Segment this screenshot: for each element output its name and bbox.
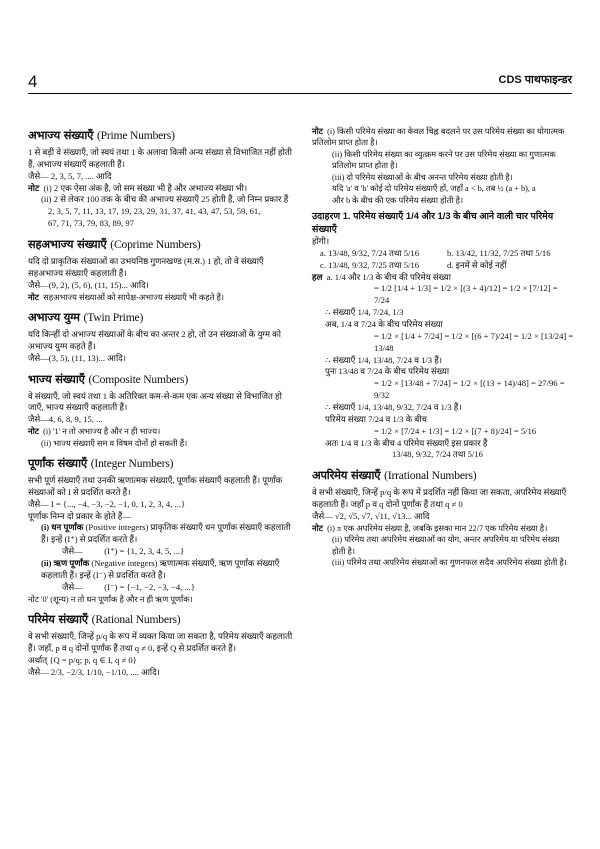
page-header — [28, 74, 572, 94]
option-c: c. 13/48, 9/32, 7/25 तथा 5/16 — [320, 259, 420, 270]
rational-note1: नोट (i) किसी परिमेय संख्या का केवल चिह्न बदलने पर उस परिमेय संख्या का योगात्मक प्रतिलोम प्राप्त होता है। — [312, 127, 565, 148]
prime-list-1: 2, 3, 5, 7, 11, 13, 17, 19, 23, 29, 31, 37, 41, 43, 47, 53, 59, 61, — [48, 206, 261, 217]
solution-line-10: = 1/2 × [7/24 + 1/3] = 1/2 × [(7 + 8)/24] = 5/16 — [374, 425, 537, 436]
solution-line-8: ∴ संख्याएँ 1/4, 13/48, 9/32, 7/24 व 1/3 हैं। — [325, 402, 462, 413]
solution-line-4: = 1/2 × [1/4 + 7/24] = 1/2 × [(6 + 7)/24] = 1/2 × [13/24] = 13/48 — [374, 330, 574, 353]
solution-answer: 13/48, 9/32, 7/24 तथा 5/16 — [392, 449, 483, 460]
solution-line-1: = 1/2 [1/4 + 1/3] = 1/2 × [(3 + 4)/12] = 1/2 × [7/12] = 7/24 — [374, 283, 558, 306]
prime-example: जैसे— 2, 3, 5, 7, .... आदि — [28, 170, 112, 181]
composite-note1: नोट (i) '1' न तो अभाज्य है और न ही भाज्य। — [28, 427, 161, 437]
rational-body: वे सभी संख्याएँ, जिन्हें p/q के रूप में व्यक्त किया जा सकता है, परिमेय संख्याएँ कहलाती हैं। जहाँ, p व q दोनों पूर्णांक हैं तथा q ≠ 0, इन्हें Q से प्रदर्शित करते हैं। — [28, 631, 293, 653]
prime-list-2: 67, 71, 73, 79, 83, 89, 97 — [48, 218, 134, 229]
section-title-prime: अभाज्य संख्याएँ (Prime Numbers) — [28, 128, 175, 142]
options-row-2 — [312, 260, 574, 272]
rational-note3: (iii) दो परिमेय संख्याओं के बीच अनन्त परिमेय संख्या होती है। — [332, 172, 513, 182]
solution-line-5: ∴ संख्याएँ 1/4, 13/48, 7/24 व 1/3 हैं। — [325, 354, 443, 365]
composite-note2: (ii) भाज्य संख्याएँ सम व विषम दोनों हो सकती हैं। — [41, 438, 188, 448]
rational-note3-b: यदि 'a' व 'b' कोई दो परिमेय संख्याएँ हों, जहाँ a < b, तब ½ (a + b), a — [332, 184, 536, 194]
irrational-note2: (ii) परिमेय तथा अपरिमेय संख्याओं का योग, अन्तर अपरिमेय या परिमेय संख्या होती है। — [332, 535, 560, 556]
irrational-note3: (iii) परिमेय तथा अपरिमेय संख्याओं का गुणनफल सदैव अपरिमेय संख्या होती है। — [332, 558, 567, 568]
section-title-composite: भाज्य संख्याएँ (Composite Numbers) — [28, 371, 189, 386]
section-title-integer: पूर्णांक संख्याएँ (Integer Numbers) — [28, 456, 174, 470]
section-title-coprime: सहअभाज्य संख्याएँ (Coprime Numbers) — [28, 237, 201, 251]
solution-line-3: अब, 1/4 व 7/24 के बीच परिमेय संख्या — [325, 319, 443, 330]
rational-note2: (ii) किसी परिमेय संख्या का व्युत्क्रम करने पर उस परिमेय संख्या का गुणात्मक प्रतिलोम प्राप्त होता है। — [332, 149, 556, 171]
option-d: d. इनमें से कोई नहीं — [447, 259, 507, 270]
integer-positive: (i) धन पूर्णांक (Positive integers) प्राकृतिक संख्याएँ धन पूर्णांक संख्याएँ कहलाती हैं। इन्हें (I⁺) से प्रदर्शित करते हैं। — [41, 522, 291, 545]
integer-body: सभी पूर्ण संख्याएँ तथा उनकी ऋणात्मक संख्याएँ, पूर्णांक संख्याएँ कहलाती हैं। पूर्णांक संख्याओं को I से प्रदर्शित करते हैं। — [28, 474, 283, 497]
solution-line-7: = 1/2 × [13/48 + 7/24] = 1/2 × [(13 + 14)/48] = 27/96 = 9/32 — [374, 378, 565, 401]
section-title-irrational: अपरिमेय संख्याएँ (Irrational Numbers) — [312, 468, 477, 483]
solution-line-6: पुनः 13/48 व 7/24 के बीच परिमेय संख्या — [325, 366, 450, 377]
prime-body: 1 से बड़ी वे संख्याएँ, जो स्वयं तथा 1 के अलावा किसी अन्य संख्या से विभाजित नहीं होती हैं, अभाज्य संख्याएँ कहलाती हैं। — [28, 146, 292, 169]
integer-negative: (ii) ऋण पूर्णांक (Negative integers) ऋणात्मक संख्याएँ, ऋण पूर्णांक संख्याएँ कहलाती हैं। इन्हें (I⁻) से प्रदर्शित करते हैं। — [41, 558, 280, 580]
solution-intro: हल a. 1/4 और 1/3 के बीच की परिमेय संख्या — [312, 271, 451, 282]
irrational-note1: नोट (i) π एक अपरिमेय संख्या है, जबकि इसका मान 22/7 एक परिमेय संख्या है। — [312, 523, 548, 533]
irrational-body: वे सभी संख्याएँ, जिन्हें p/q के रूप में प्रदर्शित नहीं किया जा सकता, अपरिमेय संख्याएँ कहलाती हैं। जहाँ p व q दोनों पूर्णांक हैं तथा q ≠ 0 — [312, 487, 567, 510]
coprime-note: नोट सहअभाज्य संख्याओं को सापेक्ष-अभाज्य संख्याएँ भी कहते हैं। — [28, 292, 225, 302]
irrational-example: जैसे— √2, √5, √7, √11, √13... आदि — [312, 511, 430, 522]
composite-body: वे संख्याएँ, जो स्वयं तथा 1 के अतिरिक्त कम-से-कम एक अन्य संख्या से विभाजित हो जाएँ, भाज्य संख्याएँ कहलाती हैं। — [28, 390, 282, 413]
integer-positive-set: जैसे— (I⁺) = {1, 2, 3, 4, 5, ...} — [62, 546, 185, 557]
section-title-rational: परिमेय संख्याएँ (Rational Numbers) — [28, 612, 181, 627]
right-column — [312, 126, 574, 569]
prime-note2: (ii) 2 से लेकर 100 तक के बीच की अभाज्य संख्याएँ 25 होती हैं, जो निम्न प्रकार हैं — [41, 194, 289, 205]
integer-negative-set: जैसे— (I⁻) = {−1, −2, −3, −4, ...} — [62, 581, 195, 592]
options-row-1 — [312, 248, 574, 260]
twin-example: जैसे—(3, 5), (11, 13)... आदि। — [28, 352, 127, 363]
integer-example: जैसे— I = {..., −4, −3, −2, −1, 0, 1, 2, 3, 4, ...} — [28, 498, 186, 509]
page-number: 4 — [28, 72, 38, 91]
solution-line-11: अतः 1/4 व 1/3 के बीच 4 परिमेय संख्याएँ इस प्रकार हैं — [325, 437, 488, 448]
solution-line-2: ∴ संख्याएँ 1/4, 7/24, 1/3 — [325, 307, 404, 318]
solution-line-9: परिमेय संख्या 7/24 व 1/3 के बीच — [325, 413, 427, 424]
prime-note1: नोट (i) 2 एक ऐसा अंक है, जो सम संख्या भी है और अभाज्य संख्या भी। — [28, 182, 248, 193]
example-tail: होंगी। — [312, 236, 330, 246]
coprime-body: यदि दो प्राकृतिक संख्याओं का उभयनिष्ठ गुणनखण्ड (म.स.) 1 हो, तो वे संख्याएँ सहअभाज्य संख्याएँ कहलाती हैं। — [28, 255, 264, 278]
coprime-example: जैसे—(9, 2), (5, 6), (11, 15)... आदि। — [28, 279, 149, 290]
integer-note: नोट '0' (शून्य) न तो धन पूर्णांक है और न ही ऋण पूर्णांक। — [28, 594, 193, 604]
left-column — [28, 120, 298, 678]
rational-example: जैसे— 2/3, −2/3, 1/10, −1/10, .... आदि। — [28, 666, 160, 677]
option-a: a. 13/48, 9/32, 7/24 तथा 5/16 — [320, 247, 420, 258]
rational-def: अर्थात् {Q = p/q; p, q ∈ I, q ≠ 0} — [28, 654, 137, 665]
integer-types: पूर्णांक निम्न दो प्रकार के होते हैं— — [28, 510, 131, 521]
book-title: CDS पाथफाइन्डर — [498, 74, 572, 86]
example-title: उदाहरण 1. परिमेय संख्याएँ 1/4 और 1/3 के बीच आने वाली चार परिमेय संख्याएँ — [312, 210, 554, 235]
twin-body: यदि किन्हीं दो अभाज्य संख्याओं के बीच का अन्तर 2 हो, तो उन संख्याओं के युग्म को अभाज्य युग्म कहते हैं। — [28, 328, 281, 351]
composite-example: जैसे—4, 6, 8, 9, 15, ... — [28, 414, 103, 425]
section-title-twin: अभाज्य युग्म (Twin Prime) — [28, 310, 144, 324]
rational-note3-c: और b के बीच की एक परिमेय संख्या होती है। — [332, 195, 464, 205]
option-b: b. 13/42, 11/32, 7/25 तथा 5/16 — [447, 247, 551, 258]
